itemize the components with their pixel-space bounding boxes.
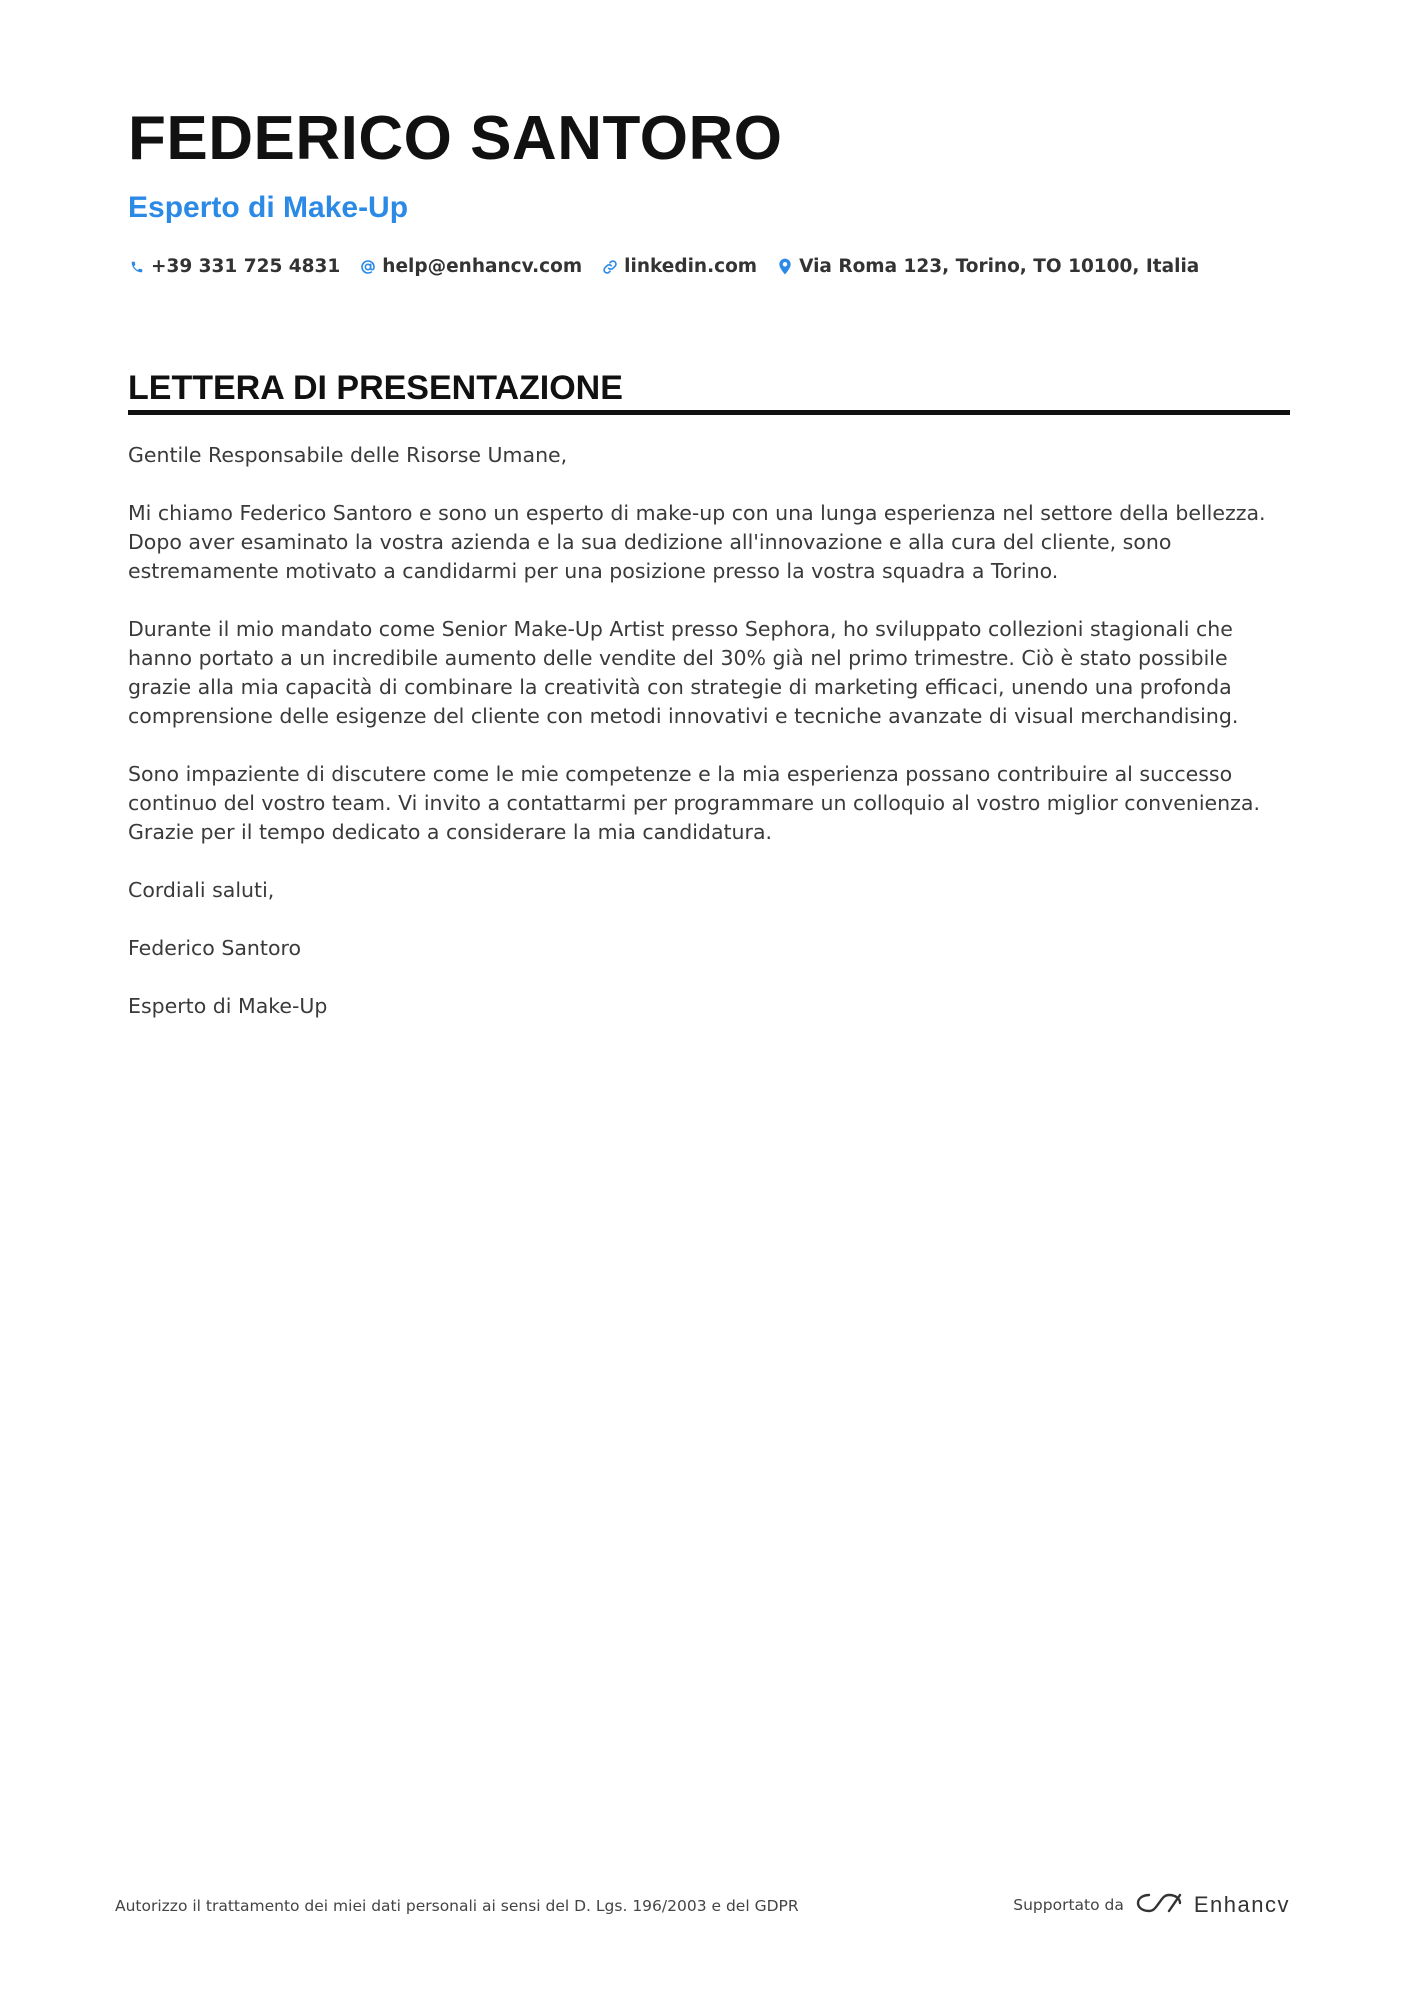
signature-title: Esperto di Make-Up xyxy=(128,994,328,1018)
signature-name: Federico Santoro xyxy=(128,936,302,960)
closing-line: Cordiali saluti, xyxy=(128,878,275,902)
brand-name[interactable]: Enhancv xyxy=(1193,1892,1290,1917)
powered-by xyxy=(1013,1891,1290,1919)
postal-address: Via Roma 123, Torino, TO 10100, Italia xyxy=(799,256,1200,277)
paragraph-experience: Durante il mio mandato come Senior Make-Up Artist presso Sephora, ho sviluppato collezioni stagionali che hanno portato a un incredibile aumento delle vendite del 30% già nel primo trimestre. Ciò è stato possibile grazie alla mia capacità di combinare la creatività con strategie di marketing efficaci, unendo una profonda comprensione delle esigenze del cliente con metodi innovativi e tecniche avanzate di visual merchandising. xyxy=(128,617,1239,728)
contact-bar xyxy=(128,256,1218,277)
at-icon xyxy=(359,257,377,277)
applicant-name: FEDERICO SANTORO xyxy=(128,104,783,173)
phone-number[interactable]: +39 331 725 4831 xyxy=(151,256,341,277)
linkedin-link[interactable]: linkedin.com xyxy=(624,256,758,277)
contact-address xyxy=(776,256,1199,277)
letter-body xyxy=(128,441,1290,1050)
section-title: LETTERA DI PRESENTAZIONE xyxy=(128,369,623,407)
link-icon xyxy=(601,257,619,277)
enhancv-logo-icon xyxy=(1136,1891,1182,1919)
contact-email xyxy=(359,256,582,277)
contact-phone xyxy=(128,256,340,277)
privacy-consent: Autorizzo il trattamento dei miei dati personali ai sensi del D. Lgs. 196/2003 e del GDPR xyxy=(115,1897,799,1915)
applicant-role: Esperto di Make-Up xyxy=(128,191,409,224)
salutation: Gentile Responsabile delle Risorse Umane, xyxy=(128,443,568,467)
contact-linkedin xyxy=(601,256,757,277)
phone-icon xyxy=(128,257,146,277)
section-divider xyxy=(128,410,1290,415)
paragraph-intro: Mi chiamo Federico Santoro e sono un esperto di make-up con una lunga esperienza nel settore della bellezza. Dopo aver esaminato la vostra azienda e la sua dedizione all'innovazione e alla cura del cliente, sono estremamente motivato a candidarmi per una posizione presso la vostra squadra a Torino. xyxy=(128,501,1266,583)
location-pin-icon xyxy=(776,257,794,277)
paragraph-closing: Sono impaziente di discutere come le mie competenze e la mia esperienza possano contribuire al successo continuo del vostro team. Vi invito a contattarmi per programmare un colloquio al vostro miglior convenienza. Grazie per il tempo dedicato a considerare la mia candidatura. xyxy=(128,762,1260,844)
powered-by-label: Supportato da xyxy=(1013,1896,1124,1914)
email-address[interactable]: help@enhancv.com xyxy=(382,256,583,277)
